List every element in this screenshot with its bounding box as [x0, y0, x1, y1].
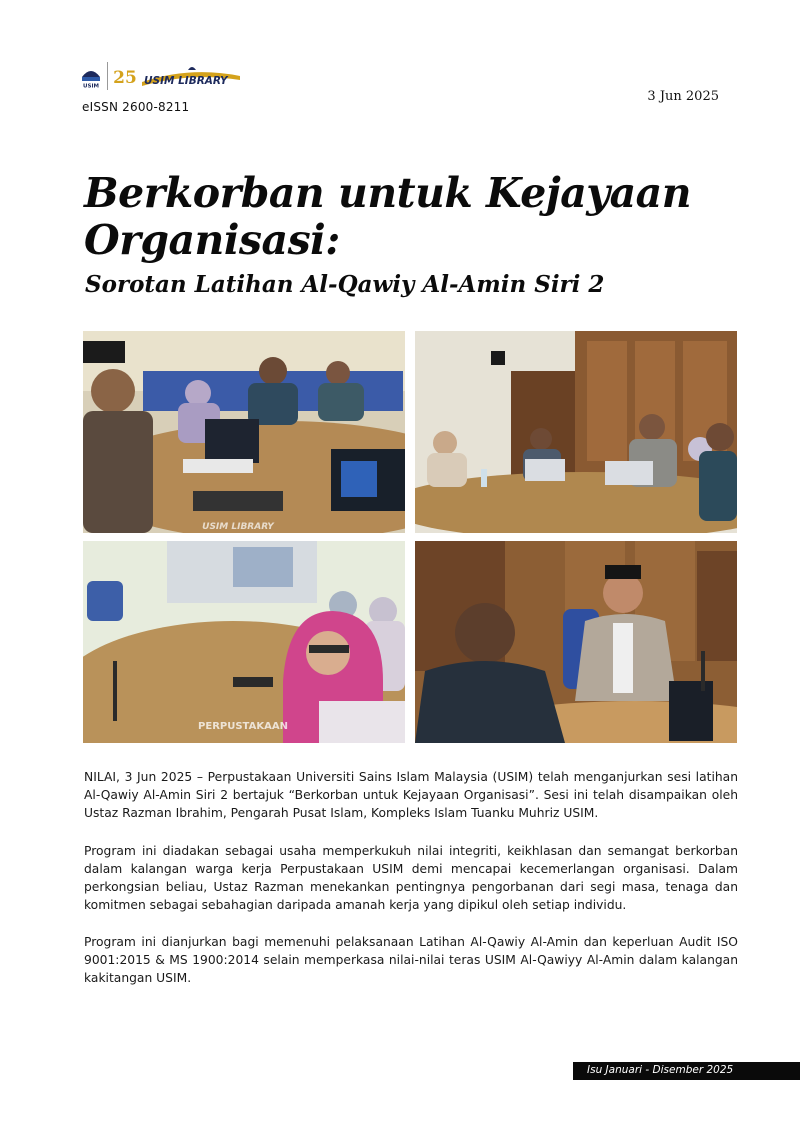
photo-watermark: USIM LIBRARY	[202, 522, 274, 532]
publication-date: 3 Jun 2025	[647, 89, 719, 104]
article-subtitle: Sorotan Latihan Al-Qawiy Al-Amin Siri 2	[85, 271, 605, 298]
photo-watermark: PERPUSTAKAAN	[198, 721, 288, 732]
usim-library-text: USIM LIBRARY	[144, 75, 228, 87]
usim-logo-text: USIM	[83, 83, 99, 88]
article-paragraph-3: Program ini dianjurkan bagi memenuhi pelaksanaan Latihan Al-Qawiy Al-Amin dan keperluan Audit ISO 9001:2015 & MS 1900:2014 selain memperkasa nilai-nilai teras USIM Al-Qawiyy Al-Amin dalam kalangan kakitangan USIM.	[84, 935, 738, 985]
usim-library-logo	[140, 62, 242, 90]
article-paragraph-1: NILAI, 3 Jun 2025 – Perpustakaan Universiti Sains Islam Malaysia (USIM) telah menganjurkan sesi latihan Al-Qawiy Al-Amin Siri 2 bertajuk “Berkorban untuk Kejayaan Organisasi”. Sesi ini telah disampaikan oleh Ustaz Razman Ibrahim, Pengarah Pusat Islam, Kompleks Islam Tuanku Muhriz USIM.	[84, 770, 738, 820]
logo-divider	[107, 62, 108, 90]
anniversary-number: 25	[113, 68, 137, 88]
article-title: Berkorban untuk Kejayaan Organisasi:	[84, 169, 692, 264]
usim-logo	[80, 64, 102, 88]
event-photo-4	[415, 541, 737, 743]
header-logos	[80, 62, 240, 90]
event-photo-2	[415, 331, 737, 533]
footer-issue-bar	[573, 1062, 800, 1080]
anniversary-logo	[112, 62, 138, 90]
article-paragraph-2: Program ini diadakan sebagai usaha memperkukuh nilai integriti, keikhlasan dan semangat berkorban dalam kalangan warga kerja Perpustakaan USIM demi mencapai kecemerlangan organisasi. Dalam perkongsian beliau, Ustaz Razman menekankan pentingnya pengorbanan dari segi masa, tenaga dan komitmen sebagai sebahagian daripada amanah kerja yang dipikul oleh setiap individu.	[84, 844, 738, 912]
event-photo-3	[83, 541, 405, 743]
issn-label: eISSN 2600-8211	[82, 100, 190, 114]
footer-issue-text: Isu Januari - Disember 2025	[587, 1064, 734, 1076]
event-photo-1	[83, 331, 405, 533]
